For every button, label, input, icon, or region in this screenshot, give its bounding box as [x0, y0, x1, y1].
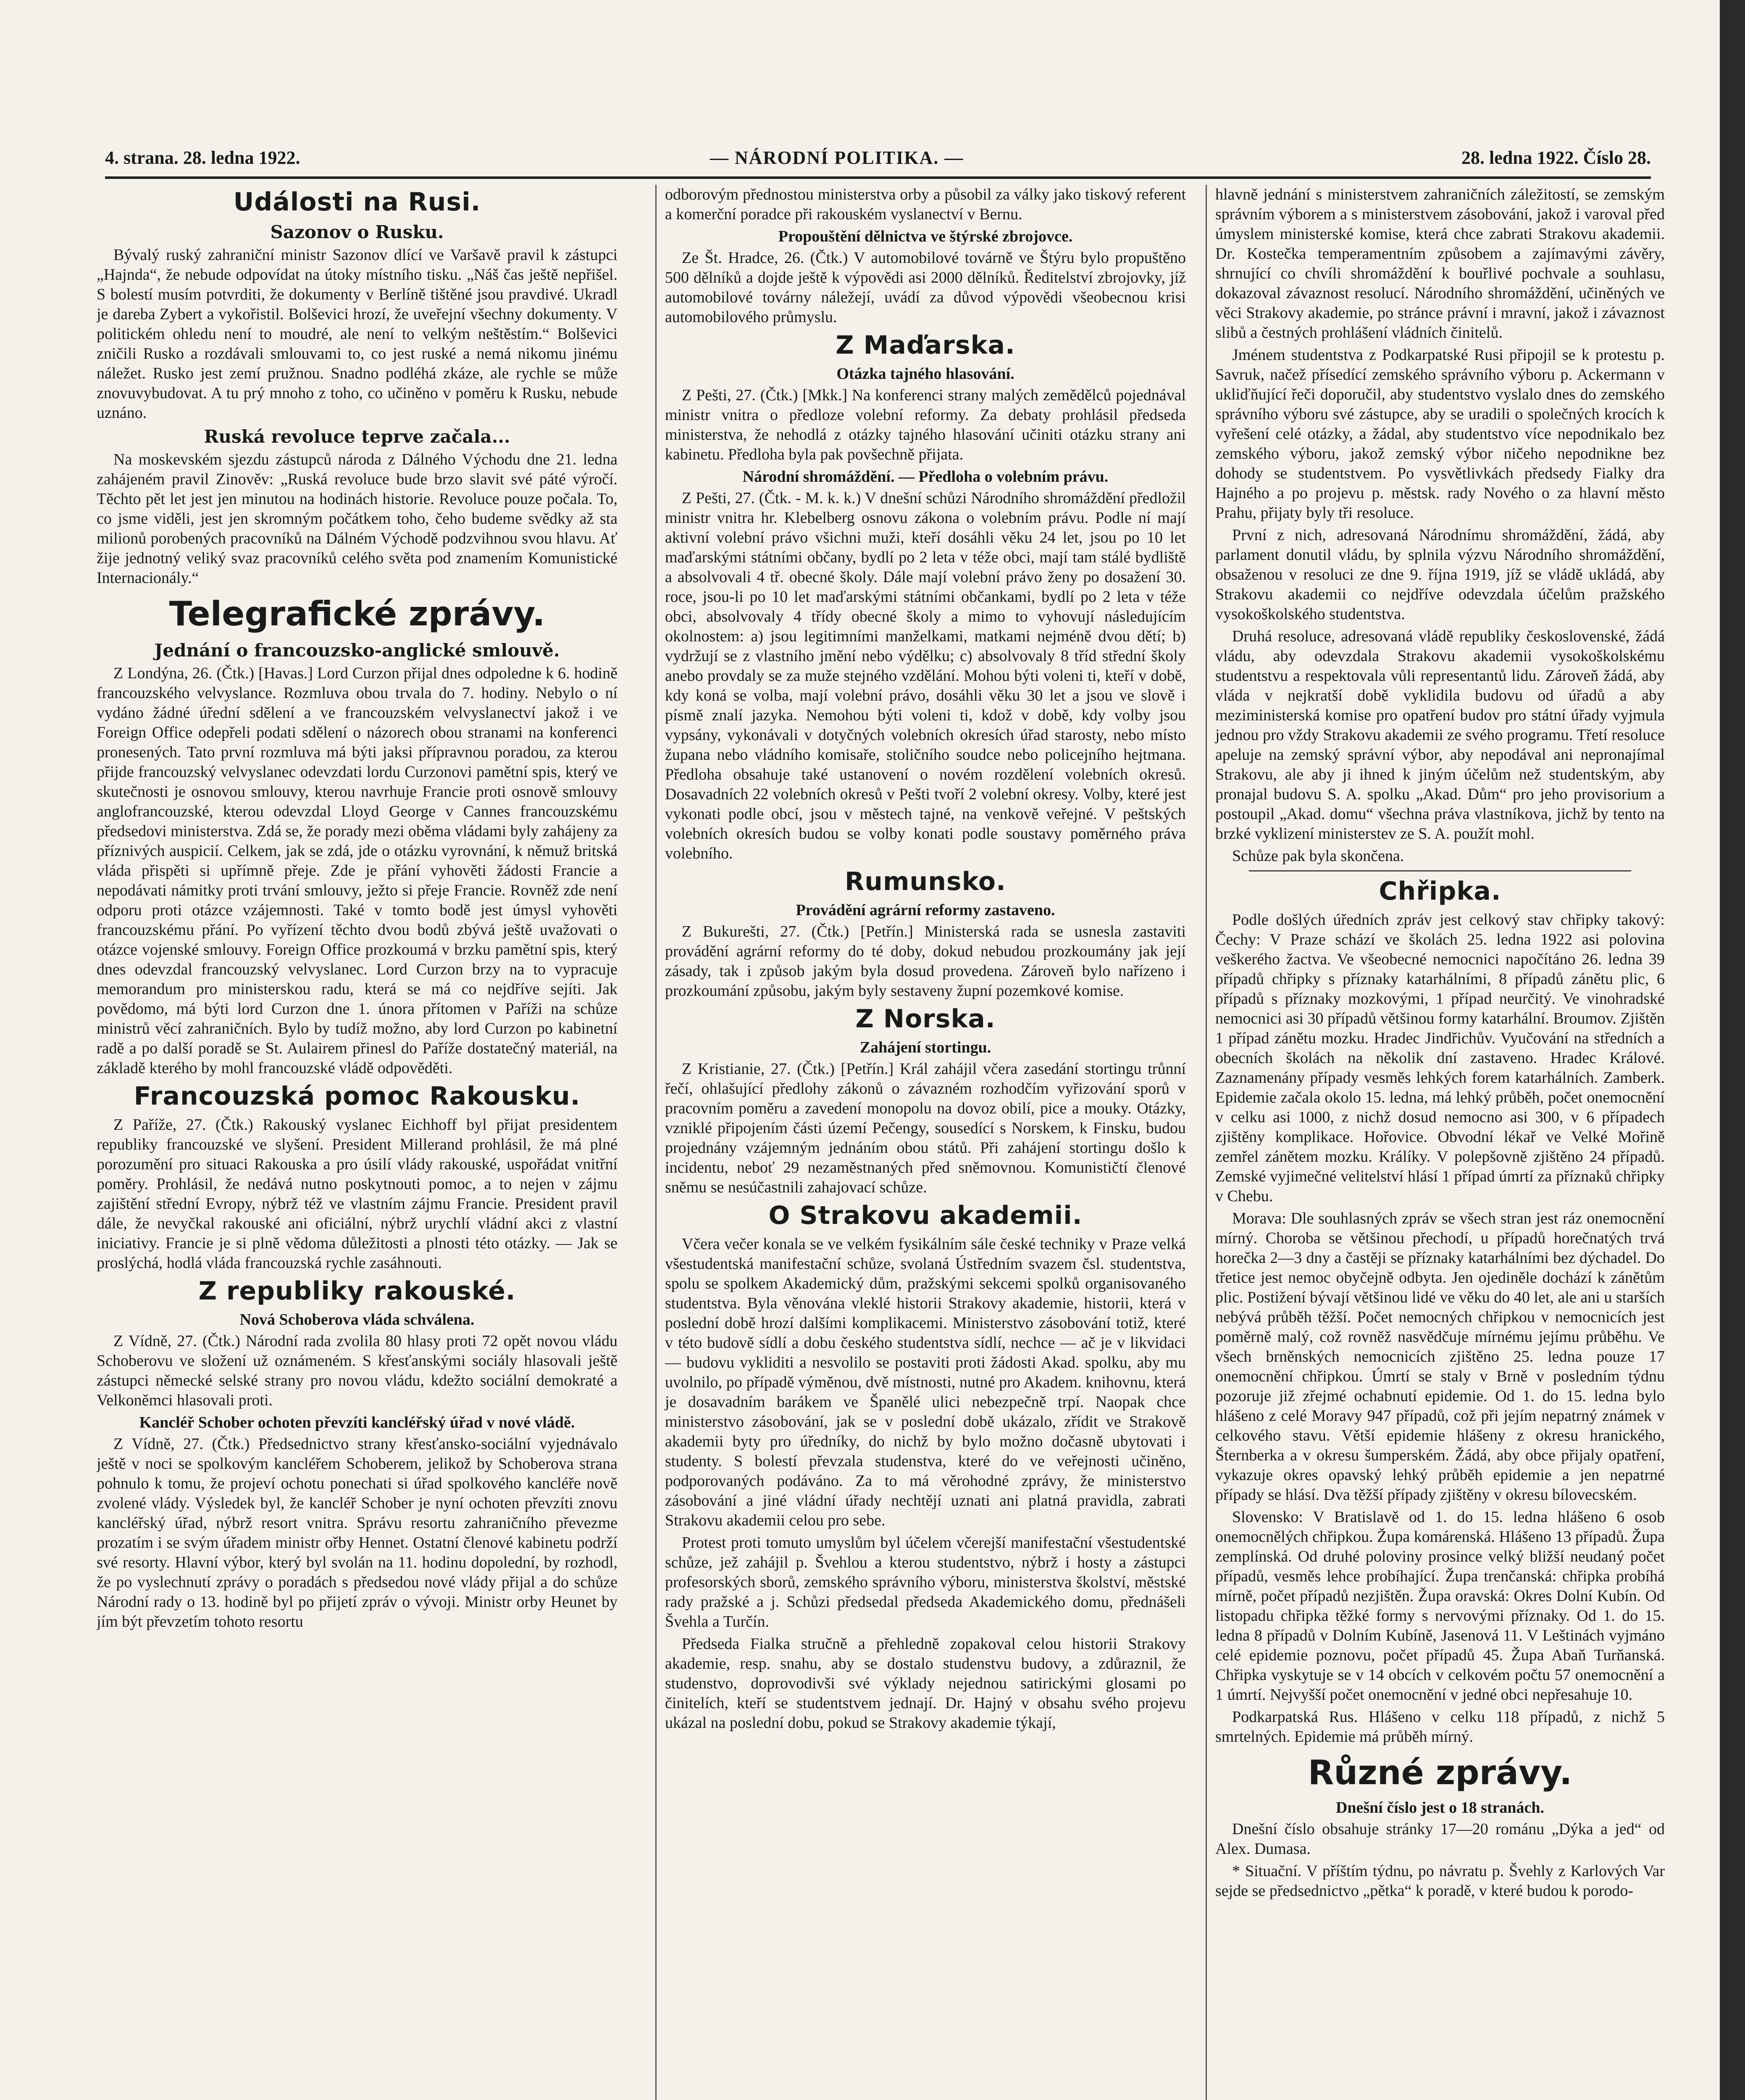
section-subtitle: Provádění agrární reformy zastaveno.: [796, 901, 1055, 919]
section-subtitle: Zahájení stortingu.: [859, 1039, 991, 1056]
section-title: Rumunsko.: [845, 867, 1006, 896]
column-1: [97, 185, 618, 2100]
article-paragraph: hlavně jednání s ministerstvem zahraničních záležitostí, se zemským správním výborem a s ministerstvem zásobování, jakož i varoval před úmyslem ministerské komise, která chce zabrati Strakovu akademii. Dr. Kostečka temperamentním způsobem a zajímavými závěry, shrnující co chvíli shromáždění k bouřlivé pochvale a souhlasu, dokazoval závaznost resolucí. Národního shromáždění, učiněných ve věci Strakovy akademie, po stránce právní i mravní, jakož i závaznost slibů a čestných prohlášení vládních činitelů.: [1215, 186, 1665, 341]
article-paragraph: Schůze pak byla skončena.: [1232, 847, 1404, 865]
section-subtitle: Nová Schoberova vláda schválena.: [239, 1311, 475, 1328]
article-paragraph: * Situační. V příštím týdnu, po návratu p. Švehly z Karlových Var sejde se předsednictvo „pětka“ k poradě, v které budou k porodo-: [1215, 1862, 1665, 1900]
section-subtitle: Otázka tajného hlasování.: [836, 365, 1014, 383]
article-paragraph: Z Kristianie, 27. (Čtk.) [Petřín.] Král zahájil včera zasedání stortingu trůnní řečí, ohlašující předlohy zákonů o závazném rozhodčím vyřizování sporů v pracovním poměru a zavedení monopolu na dovoz obilí, pice a mouky. Otázky, vzniklé připojením části území Pečengy, sousedící s Norskem, k Finsku, budou projednány vzájemným jednáním obou států. Při zahájení stortingu došlo k incidentu, neboť 29 nezaměstnaných před sněmovnou. Komunističtí členové sněmu se nesúčastnili zahajovací schůze.: [665, 1060, 1186, 1196]
section-title: Telegrafické zprávy.: [169, 594, 545, 633]
header-right: 28. ledna 1922. Číslo 28.: [1461, 147, 1651, 168]
section-title: Z Norska.: [855, 1004, 996, 1034]
article-paragraph: odborovým přednostou ministerstva orby a působil za války jako tiskový referent a komerční poradce při rakouském vyslanectví v Bernu.: [665, 186, 1186, 223]
article-paragraph: Jménem studentstva z Podkarpatské Rusi připojil se k protestu p. Savruk, načež přísedící zemského správního výboru p. Ackermann v ukliďňující řeči doporučil, aby studentstvo vyslalo dnes do zemského správního výboru své zástupce, aby se uradili o společných krocích k vyřešení celé otázky, a žádal, aby studentstvo více nepodnikalo bez zemského výboru, jakož zemský výbor ničeho nepodnikne bez dohody se studentstvem. Po vysvětlivkách předsedy Fialky dra Hajného a po projevu p. městsk. rady Nového o za hlavní město Prahu, přijaty byly tři resoluce.: [1215, 346, 1665, 522]
section-subtitle: Sazonov o Rusku.: [270, 222, 444, 242]
article-paragraph: Slovensko: V Bratislavě od 1. do 15. ledna hlášeno 6 osob onemocnělých chřipkou. Župa komárenská. Hlášeno 13 případů. Župa zemplínská. Od druhé poloviny prosince velký bližší neudaný počet případů, vesměs lehce probíhající. Župa trenčanská: chřipka probíhá mírně, počet případů nezjištěn. Župa oravská: Okres Dolní Kubín. Od listopadu chřipka těžké formy s nervovými příznaky. Od 1. do 15. ledna 8 případů v Dolním Kubíně, Jasenová 11. V Leštinách vyjmáno celé epidemie poznovu, počet případů 45. Župa Abaň Turňanská. Chřipka vyskytuje se v 14 obcích v celkovém počtu 57 onemocnění a 1 úmrtí. Nejvyšší počet onemocnění v jedné obci nepřesahuje 10.: [1215, 1508, 1665, 1704]
article-paragraph: Morava: Dle souhlasných zpráv se všech stran jest ráz onemocnění mírný. Choroba se většinou přechodí, u případů horečnatých trvá horečka 2—3 dny a častěji se příznaky katarhálními bez dýchadel. Do třetice jest nemoc obyčejně odbyta. Jen ojediněle dochází k zánětům plic. Postižení bývají většinou lidé ve věku do 40 let, ale ani u starších nebývá průběh těžší. Počet nemocných chřipkou v nemocnicích jest poměrně malý, což rovněž nasvědčuje mírnému jejímu průběhu. Ve všech brněnských nemocnicích zjištěno 25. ledna pouze 17 onemocnění chřipkou. Úmrtí se staly v Brně v posledním týdnu pozoruje již zřejmé ochabnutí epidemie. Od 1. do 15. ledna bylo hlášeno z celé Moravy 947 případů, což při jejím nepatrný známek v celkového stavu. Větší epidemie hlášeny z okresu hranického, Šternberka a v okresu šumperském. Žádá, aby obce přijaly opatření, vykazuje okres opavský lehký průběh epidemie a jen nepatrné případy se hlásí. Dva těžší případy zjištěny v okresu bílovecském.: [1215, 1210, 1665, 1504]
article-paragraph: Protest proti tomuto umyslům byl účelem včerejší manifestační všestudentské schůze, jež zahájil p. Švehlou a kterou studentstvo, nýbrž i hosty a zástupci profesorských sborů, zemského správního výboru, ministerstva školství, městské rady pražské a j. Schůzi předsedal předseda Akademického domu, přednášeli Švehla a Turčín.: [665, 1534, 1186, 1630]
section-title: Z republiky rakouské.: [198, 1276, 516, 1306]
article-paragraph: Včera večer konala se ve velkém fysikálním sále české techniky v Praze velká všestudentská manifestační schůze, svolaná Ústředním svazem čsl. studentstva, spolu se spolkem Akademický dům, pražskými sekcemi spolků organisovaného studentstva. Byla věnována vleklé historii Strakovy akademie, historii, která v poslední době hrozí dalšími komplikacemi. Ministerstvo zásobování totiž, které v této budově sídlí a dobu českého studentstva sídlí, nechce — ač je v likvidaci — budovu vykliditi a nesvolilo se postaviti proti žádosti Akad. spolku, aby mu uvolnilo, po případě výměnou, dvě místnosti, nutné pro Akadem. knihovnu, která je dosavadním barákem ve Španělé ulici nebezpečně trpí. Naopak chce ministerstvo zásobování, jak se v poslední době ukázalo, zřídit ve Strakově akademii byty pro úředníky, do nichž by bylo možno dočasně ubytovati i studenty. S bolestí převzala studenstva, které do ve veřejnosti učiněno, podporovaných podáváno. Za to má věrohodné zprávy, že ministerstvo zásobování a jiné vládní úřady nechtějí uznati ani platná pravidla, zabrati Strakovu akademii celou pro sebe.: [665, 1235, 1186, 1529]
article-paragraph: Podkarpatská Rus. Hlášeno v celku 118 případů, z nichž 5 smrtelných. Epidemie má průběh mírný.: [1215, 1708, 1665, 1746]
article-paragraph: Z Pešti, 27. (Čtk.) [Mkk.] Na konferenci strany malých zemědělců pojednával ministr vnitra o předloze volební reformy. Za debaty prohlásil předseda ministerstva, že nehodlá z otázky tajného hlasování učiniti otázku strany ani kabinetu. Předloha byla pak povšechně přijata.: [665, 386, 1186, 463]
article-paragraph: Z Londýna, 26. (Čtk.) [Havas.] Lord Curzon přijal dnes odpoledne k 6. hodině francouzského velvyslance. Rozmluva obou trvala do 7. hodiny. Nebylo o ní vydáno žádné úřední sdělení a ve francouzském velvyslanectví jakož i ve Foreign Office odepřeli podati sdělení o názorech obou stranami na konferenci pronesených. Tato první rozmluva má býti jaksi přípravnou poradou, za kterou přijde francouzský velvyslanec odevzdati lordu Curzonovi pamětní spis, který ve skutečnosti je osnovou smlouvy, kterou navrhuje Francie proti osnově smlouvy anglofrancouzské, kterou odevzdal Lloyd George v Cannes francouzskému předsedovi ministerstva. Zdá se, že porady mezi oběma vládami byly zahájeny za příznivých auspicií. Celkem, jak se zdá, jde o otázku vyrovnání, k němuž britská vláda přispěti si upřímně přeje. Zde je přání vyhověti žádosti Francie a nepodávati námitky proti trvání smlouvy, ježto si přeje Francie. Rovněž zde není odporu proti otázce vzájemnosti. Také v tomto bodě jest úmysl vyhověti francouzskému přání. Po vyřízení těchto dvou bodů zbývá ještě uvažovati o otázce vojenské smlouvy. Foreign Office prozkoumá v brzku pamětní spis, který dnes odevzdal francouzský velvyslanec. Lord Curzon brzy na to vypracuje memorandum pro ministerskou radu, která se má co nejdříve sejíti. Jak povědomo, má býti lord Curzon dne 1. února přítomen v Paříži na schůze ministrů věcí zahraničních. Bylo by tudíž možno, aby lord Curzon po kabinetní radě a po další poradě se St. Aulairem přinesl do Paříže dostatečný materiál, na základě kterého by mohl francouzské vládě odpověděti.: [97, 664, 618, 1077]
section-subtitle: Propouštění dělnictva ve štýrské zbrojovce.: [778, 228, 1073, 245]
section-subtitle: Národní shromáždění. — Předloha o volebním právu.: [742, 468, 1109, 486]
section-title: O Strakovu akademii.: [768, 1201, 1083, 1230]
section-title: Francouzská pomoc Rakousku.: [134, 1082, 581, 1111]
section-title: Ruská revoluce teprve začala...: [204, 426, 510, 447]
section-title: Různé zprávy.: [1308, 1753, 1572, 1792]
scan-edge: [1720, 0, 1745, 2100]
article-paragraph: Dnešní číslo obsahuje stránky 17—20 románu „Dýka a jed“ od Alex. Dumasa.: [1215, 1820, 1665, 1858]
article-paragraph: Z Bukurešti, 27. (Čtk.) [Petřín.] Ministerská rada se usnesla zastaviti provádění agrární reformy do té doby, dokud nebudou prozkoumány jak její zásady, tak i způsob jakým byla dosud provedena. Zároveň bylo nařízeno i prozkoumání způsobu, jakým byly sestaveny župní pozemkové komise.: [665, 923, 1186, 1000]
section-subtitle: Jednání o francouzsko-anglické smlouvě.: [154, 640, 560, 661]
section-title: Chřipka.: [1379, 877, 1501, 906]
column-2: [655, 185, 1186, 2100]
article-paragraph: Na moskevském sjezdu zástupců národa z Dálného Východu dne 21. ledna zahájeném pravil Zinověv: „Ruská revoluce bude brzo slavit své páté výročí. Těchto pět let jest jen minutou na hodinách historie. Revoluce pouze počala. To, co jsme viděli, jest jen skromným počátkem toho, čeho budeme svědky až sta milionů porobených pracovníků na Dálném Východě podzvihnou svou hlavu. Ať žije jednotný veliký svaz pracovníků celého světa pod znamením Komunistické Internacionály.“: [97, 451, 618, 587]
section-title: Události na Rusi.: [233, 187, 481, 217]
page-header: [105, 139, 1651, 179]
article-paragraph: Z Pešti, 27. (Čtk. - M. k. k.) V dnešní schůzi Národního shromáždění předložil ministr vnitra hr. Klebelberg osnovu zákona o volebním právu. Podle ní mají aktivní volební právo všichni muži, kteří dosáhli věku 24 let, jsou po 10 let maďarskými státními občany, bydlí po 2 leta v téže obci, mají tam stálé bydliště a absolvovali 4 tř. obecné školy. Dále mají volební právo ženy po dosažení 30. roce, jsou-li po 10 let maďarskými státními občankami, bydlí po 2 leta v téže obci, absolvovaly 4 třídy obecné školy a mimo to vyhovují následujícím okolnostem: a) jsou legitimními manželkami, matkami nejméně dvou dětí; b) vydržují se z vlastního jmění nebo výdělku; c) absolvovaly 8 tříd střední školy anebo provdaly se za muže stejného vzdělání. Mohou býti voleni ti, kteří v době, kdy koná se volba, mají volební právo, dosáhli věku 30 let a jsou ve slově i písmě znalí jazyka. Nemohou býti voleni ti, kdož v době, kdy volby jsou vypsány, vykonávali v dotyčných volebních okresích úřad starosty, nebo místo župana nebo vládního komisaře, stoličního soudce nebo policejního hejtmana. Předloha obsahuje také ustanovení o novém rozdělení volebních okresů. Dosavadních 22 volebních okresů v Pešti tvoří 2 volební okresy. Volby, které jest vykonati podle obcí, jsou v městech tajné, na venkově veřejné. V peštských volebních okresích budou se volby konati podle soustavy poměrného práva volebního.: [665, 489, 1186, 862]
article-paragraph: Podle došlých úředních zpráv jest celkový stav chřipky takový: Čechy: V Praze schází ve školách 25. ledna 1922 asi polovina veškerého žactva. Ve všeobecné nemocnici napočítáno 26. ledna 39 případů chřipky s příznaky katarhálními, 8 případů zánětu plic, 6 případů s příznaky mozkovými, 1 případ neurčitý. Ve vinohradské nemocnici asi 30 případů většinou formy katarhální. Broumov. Zjištěn 1 případ zánětu mozku. Hradec Jindřichův. Vyučování na středních a obecních školách na několik dní zastaveno. Hradec Králové. Zaznamenány případy vesměs lehkých forem katarhálních. Zamberk. Epidemie začala okolo 15. ledna, má lehký průběh, počet onemocnění v celku asi 1000, z nichž dosud nemocno asi 300, v 6 případech zjištěny komplikace. Hořovice. Obvodní lékař ve Velké Mořině zemřel zánětem mozku. Králíky. V polepšovně zjištěno 24 případů. Zemské vyjimečné velitelství hlásí 1 případ úmrtí za příznaků chřipky v Chebu.: [1215, 911, 1665, 1205]
section-subtitle: Kancléř Schober ochoten převzíti kancléřský úřad v nové vládě.: [139, 1414, 575, 1431]
article-paragraph: Z Paříže, 27. (Čtk.) Rakouský vyslanec Eichhoff byl přijat presidentem republiky francouzské ve slyšení. President Millerand prohlásil, že má plné porozumění pro situaci Rakouska a pro úsilí vlády rakouské, uspořádat vnitřní poměry. Prohlásil, že nedává nutno poskytnouti pomoc, a to nejen v zájmu zajištění střední Evropy, nýbrž též ve vlastním zájmu Francie. President pravil dále, že nevyčkal rakouské ani oficiální, nýbrž urychlí vládní akci z vlastní iniciativy. Francie je si plně vědoma důležitosti a plnosti této otázky. — Jak se proslýchá, hodlá vláda francouzská rychle zasáhnouti.: [97, 1116, 618, 1272]
column-3: [1206, 185, 1665, 2100]
masthead: — NÁRODNÍ POLITIKA. —: [710, 147, 964, 168]
article-paragraph: Z Vídně, 27. (Čtk.) Národní rada zvolila 80 hlasy proti 72 opět novou vládu Schoberovu ve složení už oznámeném. S křesťanskými sociály hlasovali ještě zástupci německé selské strany pro novou vládu, kdežto sociální demokraté a Velkoněmci hlasovali proti.: [97, 1332, 618, 1409]
section-title: Z Maďarska.: [836, 331, 1015, 360]
divider: [1249, 870, 1631, 872]
article-paragraph: Bývalý ruský zahraniční ministr Sazonov dlící ve Varšavě pravil k zástupci „Hajnda“, že nebude odpovídat na útoky místního tisku. „Náš čas ještě nepřišel. S bolestí musím potvrditi, že dokumenty v Berlíně tištěné jsou pravdivé. Ukradl je dareba Zybert a vykořistil. Bolševici hrozí, že uveřejní všechny dokumenty. V politickém ohledu není to moudré, ale není to velkým neštěstím.“ Bolševici zničili Rusko a rozdávali smlouvami to, co jest ruské a nemá nikomu jinému náležet. Rusko jest zemí pružnou. Snadno podléhá zkáze, ale rychle se může znovuvybudovat. A tu prý mnoho z toho, co učiněno v poměru k Rusku, nebude uznáno.: [97, 246, 618, 422]
section-subtitle: Dnešní číslo jest o 18 stranách.: [1335, 1799, 1545, 1816]
header-left: 4. strana. 28. ledna 1922.: [105, 147, 300, 168]
article-paragraph: První z nich, adresovaná Národnímu shromáždění, žádá, aby parlament donutil vládu, by splnila výzvu Národního shromáždění, obsaženou v resoluci ze dne 9. října 1919, jíž se vládě ukládá, aby Strakovu akademii co nejdříve odevzdala účelům pražského vysokoškolského studentstva.: [1215, 526, 1665, 623]
article-paragraph: Z Vídně, 27. (Čtk.) Předsednictvo strany křesťansko-sociální vyjednávalo ještě v noci se spolkovým kancléřem Schoberem, jelikož by Schoberova strana pohnulo k tomu, že projeví ochotu ponechati si úřad spolkového kancléře nově zvolené vlády. Výsledek byl, že kancléř Schober je nyní ochoten převzíti znovu kancléřský úřad, nýbrž resort vnitra. Správu resortu zahraničního převezme prozatím i se svým úřadem ministr ořby Hennet. Ostatní členové kabinetu podrží své resorty. Hlavní výbor, který byl svolán na 11. hodinu dopolední, by rozhodl, že po vyslechnutí zprávy o poradách s předsedou nové vlády přijal a do schůze Národní rady o 13. hodině byl po přijetí zpráv o vývoji. Ministr orby Heunet by jím být převzetím tohoto resortu: [97, 1435, 618, 1630]
article-paragraph: Předseda Fialka stručně a přehledně zopakoval celou historii Strakovy akademie, resp. snahu, aby se dostalo studenstvu budovy, a zdůraznil, že studenstvo, doprovodivši své výklady nejednou satirickými glosami po činitelích, kteří se studentstvem jednají. Dr. Hajný v obsahu svého projevu ukázal na poslední dobu, pokud se Strakovy akademie týkají,: [665, 1635, 1186, 1732]
article-paragraph: Ze Št. Hradce, 26. (Čtk.) V automobilové továrně ve Štýru bylo propuštěno 500 dělníků a dojde ještě k výpovědi asi 2000 dělníků. Ředitelství zbrojovky, jíž automobilové továrny náležejí, uvádí za důvod výpovědi všeobecnou krisi automobilového průmyslu.: [665, 249, 1186, 326]
article-paragraph: Druhá resoluce, adresovaná vládě republiky československé, žádá vládu, aby odevzdala Strakovu akademii vysokoškolskému studentstvu a respektovala vůli representantů lidu. Zároveň žádá, aby vláda v nejkratší době vyklidila budovu od úřadů a aby meziministerská komise pro opatření budov pro státní úřady vyjmula jednou pro vždy Strakovu akademii ze svého programu. Třetí resoluce apeluje na zemský správní výbor, aby nepodával ani nepronajímal Strakovu, ale aby ji ihned k jiným účelům než studentským, aby pronajal budovu S. A. spolku „Akad. Dům“ pro jeho provisorium a postoupil „Akad. domu“ všechna práva vlastníkova, jichž by tento na brzké vyklizení ministerstev ze S. A. použít mohl.: [1215, 627, 1665, 843]
